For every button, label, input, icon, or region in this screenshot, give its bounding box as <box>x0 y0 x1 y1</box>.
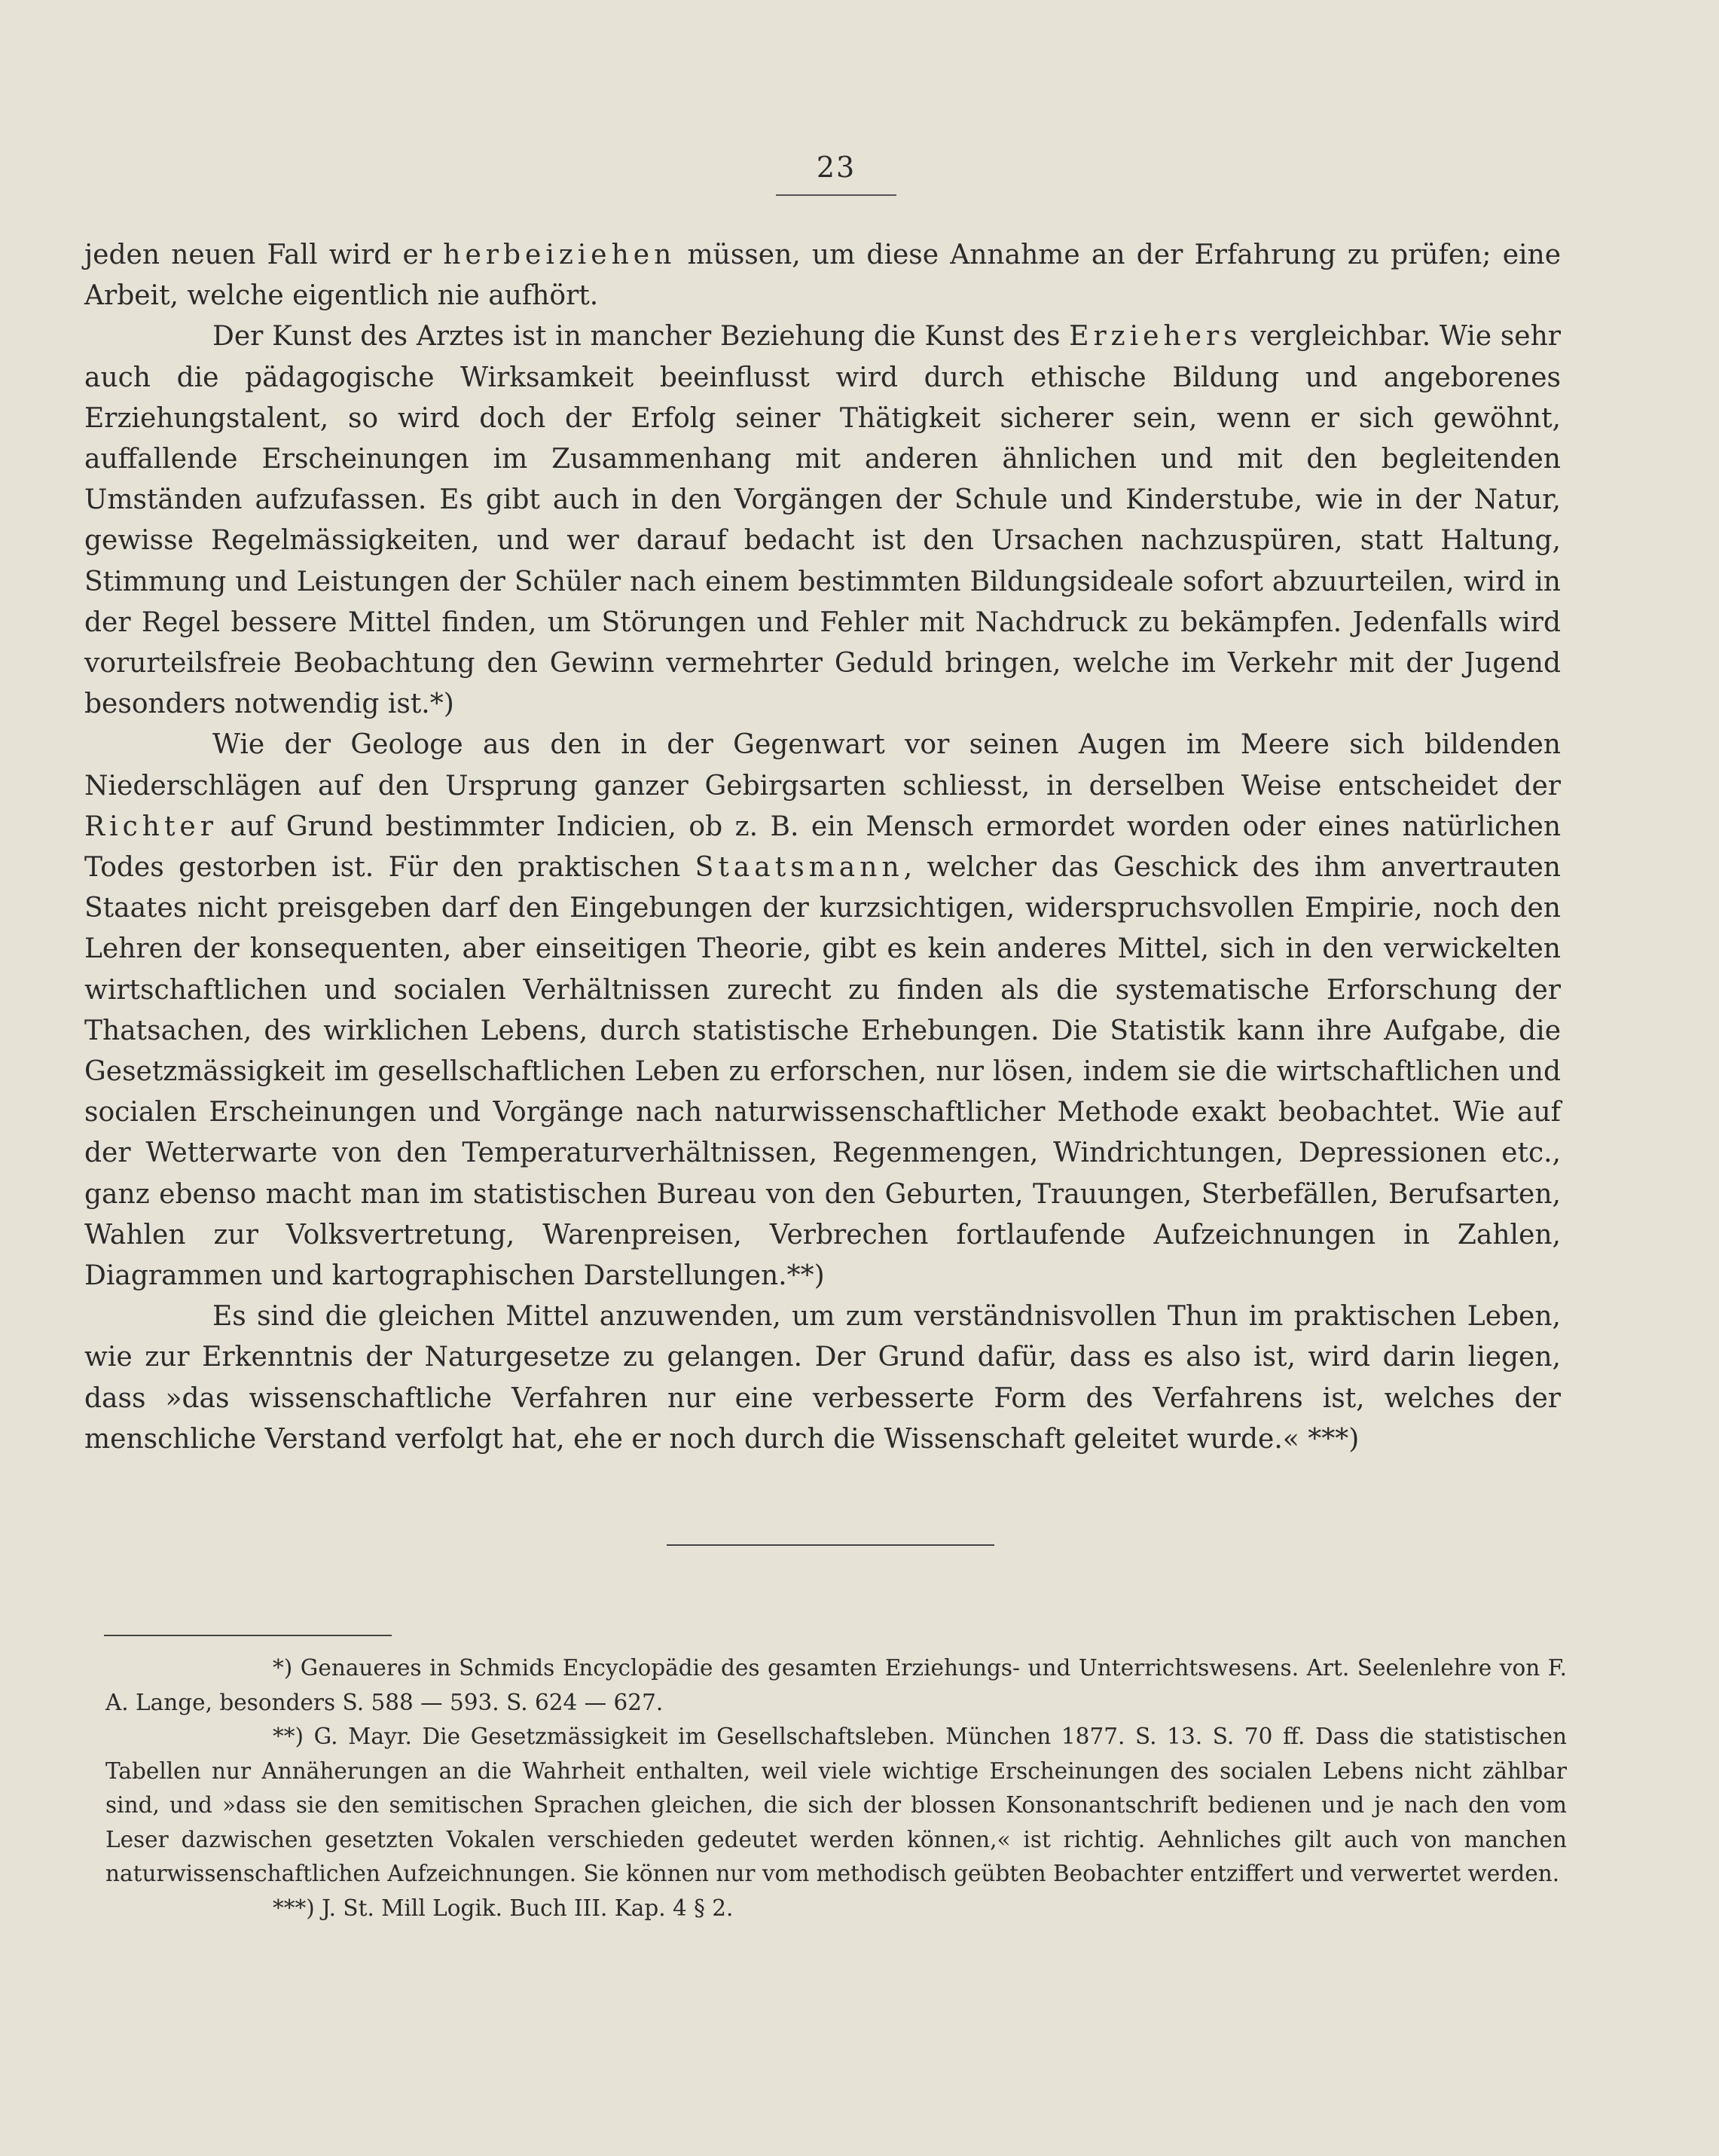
paragraph-1-text-a: jeden neuen Fall wird er <box>84 240 444 270</box>
paragraph-1-text-c: müssen, um diese Annahme an der Erfahrung zu prüfen; eine Arbeit, welche eigentlich nie aufhört. <box>84 240 1561 312</box>
paragraph-3-text-a: Wie der Geologe aus den in der Gegenwart vor seinen Augen im Meere sich bildenden Niederschlägen auf den Ursprung ganzer Gebirgsarten schliesst, in derselben Weise entscheidet der <box>84 729 1561 802</box>
paragraph-3-text-e: , welcher das Geschick des ihm anvertrauten Staates nicht preisgeben darf den Eingebungen der kurzsichtigen, widerspruchsvollen Empirie, noch den Lehren der konsequenten, aber einseitigen Theorie, gibt es kein anderes Mittel, sich in den verwickelten wirtschaftlichen und socialen Verhältnissen zurecht zu finden als die systematische Erforschung der Thatsachen, des wirklichen Lebens, durch statistische Erhebungen. Die Statistik kann ihre Aufgabe, die Gesetzmässigkeit im gesellschaftlichen Leben zu erforschen, nur lösen, indem sie die wirtschaftlichen und socialen Erscheinungen und Vorgänge nach naturwissenschaftlicher Methode exakt beobachtet. Wie auf der Wetterwarte von den Temperaturverhältnissen, Regenmengen, Windrichtungen, Depressionen etc., ganz ebenso macht man im statistischen Bureau von den Geburten, Trauungen, Sterbefällen, Berufsarten, Wahlen zur Volksvertretung, Warenpreisen, Verbrechen fortlaufende Aufzeichnungen in Zahlen, Diagrammen und kartographischen Darstellungen.**) <box>84 852 1561 1292</box>
footnotes <box>105 1651 1567 1925</box>
footnote-2: **) G. Mayr. Die Gesetzmässigkeit im Gesellschaftsleben. München 1877. S. 13. S. 70 ff. Dass die statistischen Tabellen nur Annäherungen an die Wahrheit enthalten, weil viele wichtige Erscheinungen des socialen Lebens nicht zählbar sind, und »dass sie den semitischen Sprachen gleichen, die sich der blossen Konsonantschrift bedienen und je nach den vom Leser dazwischen gesetzten Vokalen verschieden gedeutet werden können,« ist richtig. Aehnliches gilt auch von manchen naturwissenschaftlichen Aufzeichnungen. Sie können nur vom methodisch geübten Beobachter entziffert und verwertet werden. <box>105 1724 1567 1886</box>
main-text <box>84 235 1561 1460</box>
paragraph-2-text-c: vergleichbar. Wie sehr auch die pädagogische Wirksamkeit beeinflusst wird durch ethische Bildung und angeborenes Erziehungstalent, so wird doch der Erfolg seiner Thätigkeit sicherer sein, wenn er sich gewöhnt, auffallende Erscheinungen im Zusammenhang mit anderen ähnlichen und mit den begleitenden Umständen aufzufassen. Es gibt auch in den Vorgängen der Schule und Kinderstube, wie in der Natur, gewisse Regelmässigkeiten, und wer darauf bedacht ist den Ursachen nachzuspüren, statt Haltung, Stimmung und Leistungen der Schüler nach einem bestimmten Bildungsideale sofort abzuurteilen, wird in der Regel bessere Mittel finden, um Störungen und Fehler mit Nachdruck zu bekämpfen. Jedenfalls wird vorurteilsfreie Beobachtung den Gewinn vermehrter Geduld bringen, welche im Verkehr mit der Jugend besonders notwendig ist.*) <box>84 321 1561 720</box>
emphasis-herbeiziehen: herbeiziehen <box>443 240 676 270</box>
emphasis-richter: Richter <box>84 811 218 842</box>
paragraph-1 <box>84 235 1561 316</box>
paragraph-3-text-c: auf Grund bestimmter Indicien, ob z. B. ein Mensch ermordet worden oder eines natürlichen Todes gestorben ist. Für den praktischen <box>84 811 1561 884</box>
section-divider <box>667 1544 994 1546</box>
footnote-3: ***) J. St. Mill Logik. Buch III. Kap. 4 § 2. <box>273 1895 734 1921</box>
footnote-1: *) Genaueres in Schmids Encyclopädie des gesamten Erziehungs- und Unterrichtswesens. Art. Seelenlehre von F. A. Lange, besonders S. 588 — 593. S. 624 — 627. <box>105 1655 1567 1715</box>
paragraph-2-text-a: Der Kunst des Arztes ist in mancher Beziehung die Kunst des <box>212 321 1070 353</box>
paragraph-4: Es sind die gleichen Mittel anzuwenden, um zum verständnisvollen Thun im praktischen Leben, wie zur Erkenntnis der Naturgesetze zu gelangen. Der Grund dafür, dass es also ist, wird darin liegen, dass »das wissenschaftliche Verfahren nur eine verbesserte Form des Verfahrens ist, welches der menschliche Verstand verfolgt hat, ehe er noch durch die Wissenschaft geleitet wurde.« ***) <box>84 1301 1561 1455</box>
footnote-divider <box>104 1635 392 1636</box>
emphasis-staatsmann: Staatsmann <box>695 852 904 884</box>
page-number-rule <box>776 194 896 196</box>
page-number: 23 <box>816 151 856 184</box>
emphasis-erziehers: Erziehers <box>1069 321 1242 353</box>
paragraph-3 <box>84 725 1561 1296</box>
paragraph-2 <box>84 316 1561 725</box>
